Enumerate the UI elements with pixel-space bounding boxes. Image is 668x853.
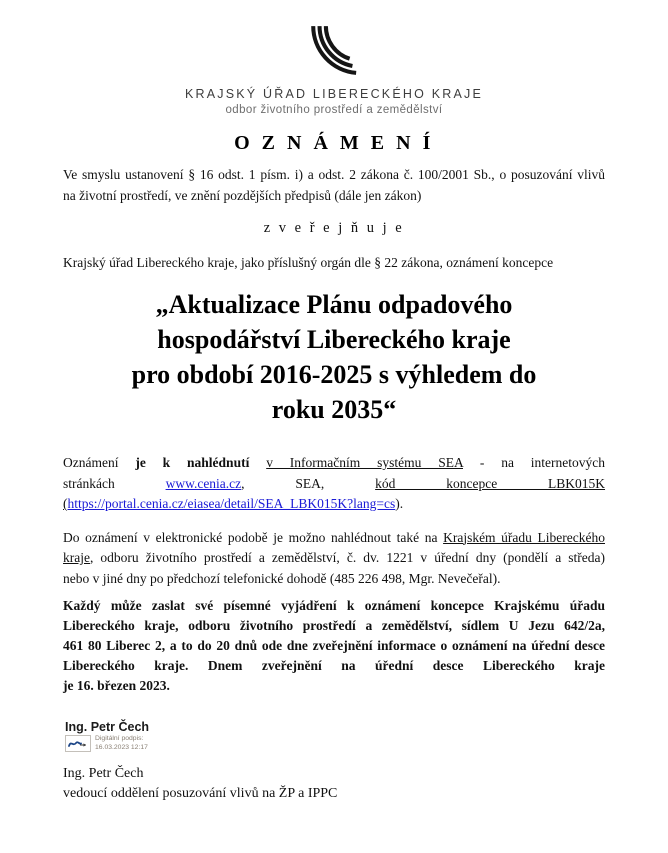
- text-run-underline: kraje: [63, 550, 90, 565]
- text-run: stránkách: [63, 475, 115, 491]
- text-run: na internetových: [501, 455, 606, 470]
- inspection-line-3: nebo v jiné dny po předchozí telefonické dohodě (485 226 498, Mgr. Nevečeřal).: [63, 570, 501, 586]
- inspection-paragraph: [63, 528, 605, 590]
- concept-title-line-3: pro období 2016-2025 s výhledem do: [131, 360, 537, 389]
- concept-title-line-4: roku 2035“: [271, 395, 397, 424]
- text-run-bold: je k nahlédnutí: [135, 455, 250, 470]
- stamp-label: Digitální podpis:: [95, 735, 144, 742]
- availability-line-3: [63, 494, 605, 515]
- statement-line-4: Libereckého kraje. Dnem zveřejnění na úřední desce Libereckého kraje: [63, 658, 605, 673]
- stamp-signer-name: Ing. Petr Čech: [65, 720, 150, 734]
- text-run: , odboru životního prostředí a zemědělství, č. dv. 1221 v úřední dny (pondělí a středa): [89, 550, 605, 565]
- org-name: KRAJSKÝ ÚŘAD LIBERECKÉHO KRAJE: [184, 87, 483, 101]
- text-run: ).: [395, 496, 404, 511]
- text-run: Oznámení: [63, 455, 119, 470]
- document-content: [63, 0, 605, 803]
- text-run-underline: kód koncepce LBK015K: [375, 475, 606, 491]
- signer-title: vedoucí oddělení posuzování vlivů na ŽP a IPPC: [63, 785, 338, 801]
- authority-line: Krajský úřad Libereckého kraje, jako příslušný orgán dle § 22 zákona, oznámení koncepce: [63, 255, 554, 270]
- sea-detail-link[interactable]: https://portal.cenia.cz/eiasea/detail/SEA_LBK015K?lang=cs: [67, 496, 396, 511]
- intro-line-2: na životní prostředí, ve znění pozdějších předpisů (dále jen zákon): [63, 187, 422, 203]
- stamp-meta: [95, 735, 148, 752]
- statement-line-1: Každý může zaslat své písemné vyjádření k oznámení koncepce Krajskému úřadu: [63, 598, 605, 613]
- intro-line-1: Ve smyslu ustanovení § 16 odst. 1 písm. i) a odst. 2 zákona č. 100/2001 Sb., o posuzování vlivů: [63, 167, 605, 182]
- stamp-datetime: 16.03.2023 12:17: [95, 743, 148, 751]
- header-logo: [63, 26, 605, 80]
- region-arcs-logo-icon: [306, 62, 362, 79]
- text-run-underline: Krajském úřadu Libereckého: [443, 529, 605, 545]
- inspection-line-1: [63, 528, 605, 549]
- signer-block: [63, 764, 605, 803]
- inspection-line-2: [63, 548, 605, 569]
- department-name: odbor životního prostředí a zemědělství: [225, 104, 443, 116]
- concept-title-line-2: hospodářství Libereckého kraje: [157, 325, 511, 354]
- statement-line-3: 461 80 Liberec 2, a to do 20 dnů ode dne zveřejnění informace o oznámení na úřední desce: [63, 638, 605, 653]
- availability-paragraph: [63, 453, 605, 515]
- statement-line-5: je 16. březen 2023.: [63, 678, 170, 693]
- text-run: SEA,: [295, 475, 325, 491]
- statement-paragraph: [63, 596, 605, 696]
- availability-line-1: [63, 453, 605, 474]
- availability-line-2: [63, 474, 605, 495]
- text-run: -: [479, 455, 485, 470]
- notice-heading: O Z N Á M E N Í: [234, 132, 434, 154]
- text-run-underline: v Informačním systému SEA: [266, 455, 463, 470]
- signature-pen-icon: [65, 735, 91, 752]
- digital-signature-stamp: [65, 720, 605, 752]
- text-run: Do oznámení v elektronické podobě je možno nahlédnout také na: [63, 529, 438, 545]
- stamp-detail-row: [65, 735, 605, 752]
- publishes-heading: z v e ř e j ň u j e: [263, 220, 405, 236]
- concept-title: [63, 287, 605, 427]
- cenia-link[interactable]: www.cenia.cz: [165, 475, 242, 491]
- statement-line-2: Libereckého kraje, odboru životního prostředí a zemědělství, sídlem U Jezu 642/2a,: [63, 618, 605, 633]
- signer-name: Ing. Petr Čech: [63, 766, 144, 781]
- concept-title-line-1: „Aktualizace Plánu odpadového: [155, 290, 513, 319]
- intro-paragraph: [63, 165, 605, 206]
- text-run: ,: [241, 475, 245, 491]
- text-run-underline: (: [63, 496, 68, 511]
